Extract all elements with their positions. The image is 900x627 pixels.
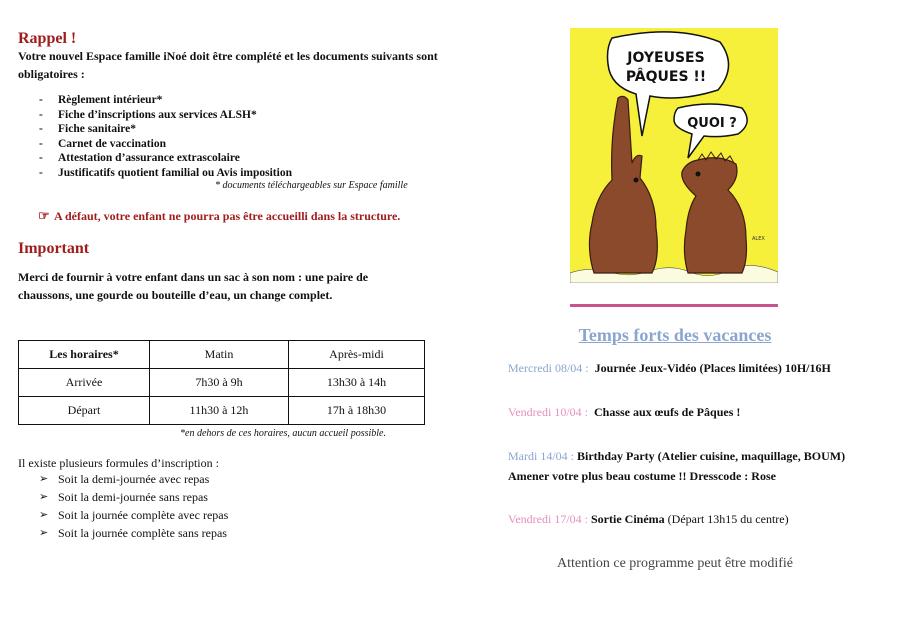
- event-text-bold: Sortie Cinéma: [591, 512, 665, 526]
- formulas-intro: Il existe plusieurs formules d’inscription :: [18, 456, 219, 470]
- hours-table: [18, 340, 425, 425]
- temps-forts-title: Temps forts des vacances: [578, 325, 772, 345]
- list-item: - Attestation d’assurance extrascolaire: [39, 152, 240, 164]
- bubble-text-2: PÂQUES !!: [625, 69, 707, 85]
- list-item: ➢ Soit la journée complète avec repas: [39, 508, 229, 522]
- list-item: ➢ Soit la demi-journée sans repas: [39, 490, 208, 504]
- divider: [570, 304, 778, 307]
- event-day: Vendredi 17/04 :: [508, 512, 588, 526]
- table-header: Les horaires*: [19, 341, 150, 369]
- pointing-hand-icon: ☞: [38, 208, 50, 223]
- important-text: Merci de fournir à votre enfant dans un sac à son nom : une paire de chaussons, une gourde ou bouteille d’eau, un change complet.: [18, 270, 369, 302]
- table-row: [19, 397, 425, 425]
- list-item: - Fiche d’inscriptions aux services ALSH*: [39, 108, 257, 121]
- event-text: (Départ 13h15 du centre): [667, 512, 789, 526]
- arrow-bullet-icon: ➢: [39, 491, 49, 503]
- arrow-bullet-icon: ➢: [39, 527, 49, 539]
- table-cell: 13h30 à 14h: [289, 369, 425, 397]
- table-header: Matin: [150, 341, 289, 369]
- table-cell: 7h30 à 9h: [150, 369, 289, 397]
- event-text: Journée Jeux-Vidéo (Places limitées) 10H/16H: [594, 361, 831, 375]
- list-item: ➢ Soit la demi-journée avec repas: [39, 472, 210, 486]
- easter-bunnies-illustration: [570, 28, 778, 283]
- event-item: [508, 358, 888, 378]
- documents-footnote: * documents téléchargeables sur Espace famille: [215, 180, 408, 191]
- list-item: ➢ Soit la journée complète sans repas: [39, 526, 227, 540]
- arrow-bullet-icon: ➢: [39, 509, 49, 521]
- warning-text: ☞ A défaut, votre enfant ne pourra pas être accueilli dans la structure.: [38, 208, 401, 223]
- table-header: Après-midi: [289, 341, 425, 369]
- list-item: - Justificatifs quotient familial ou Avis imposition: [39, 166, 292, 179]
- rappel-title: Rappel !: [18, 30, 77, 47]
- hours-note: *en dehors de ces horaires, aucun accueil possible.: [180, 428, 386, 439]
- event-item: [508, 509, 888, 529]
- event-text: Birthday Party (Atelier cuisine, maquillage, BOUM) Amener votre plus beau costume !! Dresscode : Rose: [508, 449, 846, 483]
- list-item: - Carnet de vaccination: [39, 137, 166, 150]
- event-item: [508, 446, 868, 486]
- list-item: - Fiche sanitaire*: [39, 123, 137, 135]
- important-title: Important: [18, 240, 90, 257]
- event-text: Chasse aux œufs de Pâques !: [594, 405, 741, 419]
- event-day: Mardi 14/04 :: [508, 449, 574, 463]
- bubble-text-1: JOYEUSES: [627, 50, 705, 66]
- event-item: [508, 402, 888, 422]
- rappel-intro: Votre nouvel Espace famille iNoé doit être complété et les documents suivants sont obligatoires :: [18, 49, 438, 81]
- documents-list: [18, 93, 438, 180]
- event-day: Vendredi 10/04 :: [508, 405, 588, 419]
- formulas-list: [18, 470, 228, 542]
- table-cell: Départ: [19, 397, 150, 425]
- bubble-text-3: QUOI ?: [687, 116, 737, 131]
- list-item: - Règlement intérieur*: [39, 94, 163, 106]
- event-day: Mercredi 08/04 :: [508, 361, 589, 375]
- arrow-bullet-icon: ➢: [39, 473, 49, 485]
- table-cell: 11h30 à 12h: [150, 397, 289, 425]
- easter-cartoon-image: [570, 28, 778, 283]
- table-row: [19, 369, 425, 397]
- artist-signature: ALEX: [752, 236, 765, 242]
- attention-note: Attention ce programme peut être modifié: [557, 556, 793, 571]
- table-cell: Arrivée: [19, 369, 150, 397]
- table-cell: 17h à 18h30: [289, 397, 425, 425]
- table-header-row: [19, 341, 425, 369]
